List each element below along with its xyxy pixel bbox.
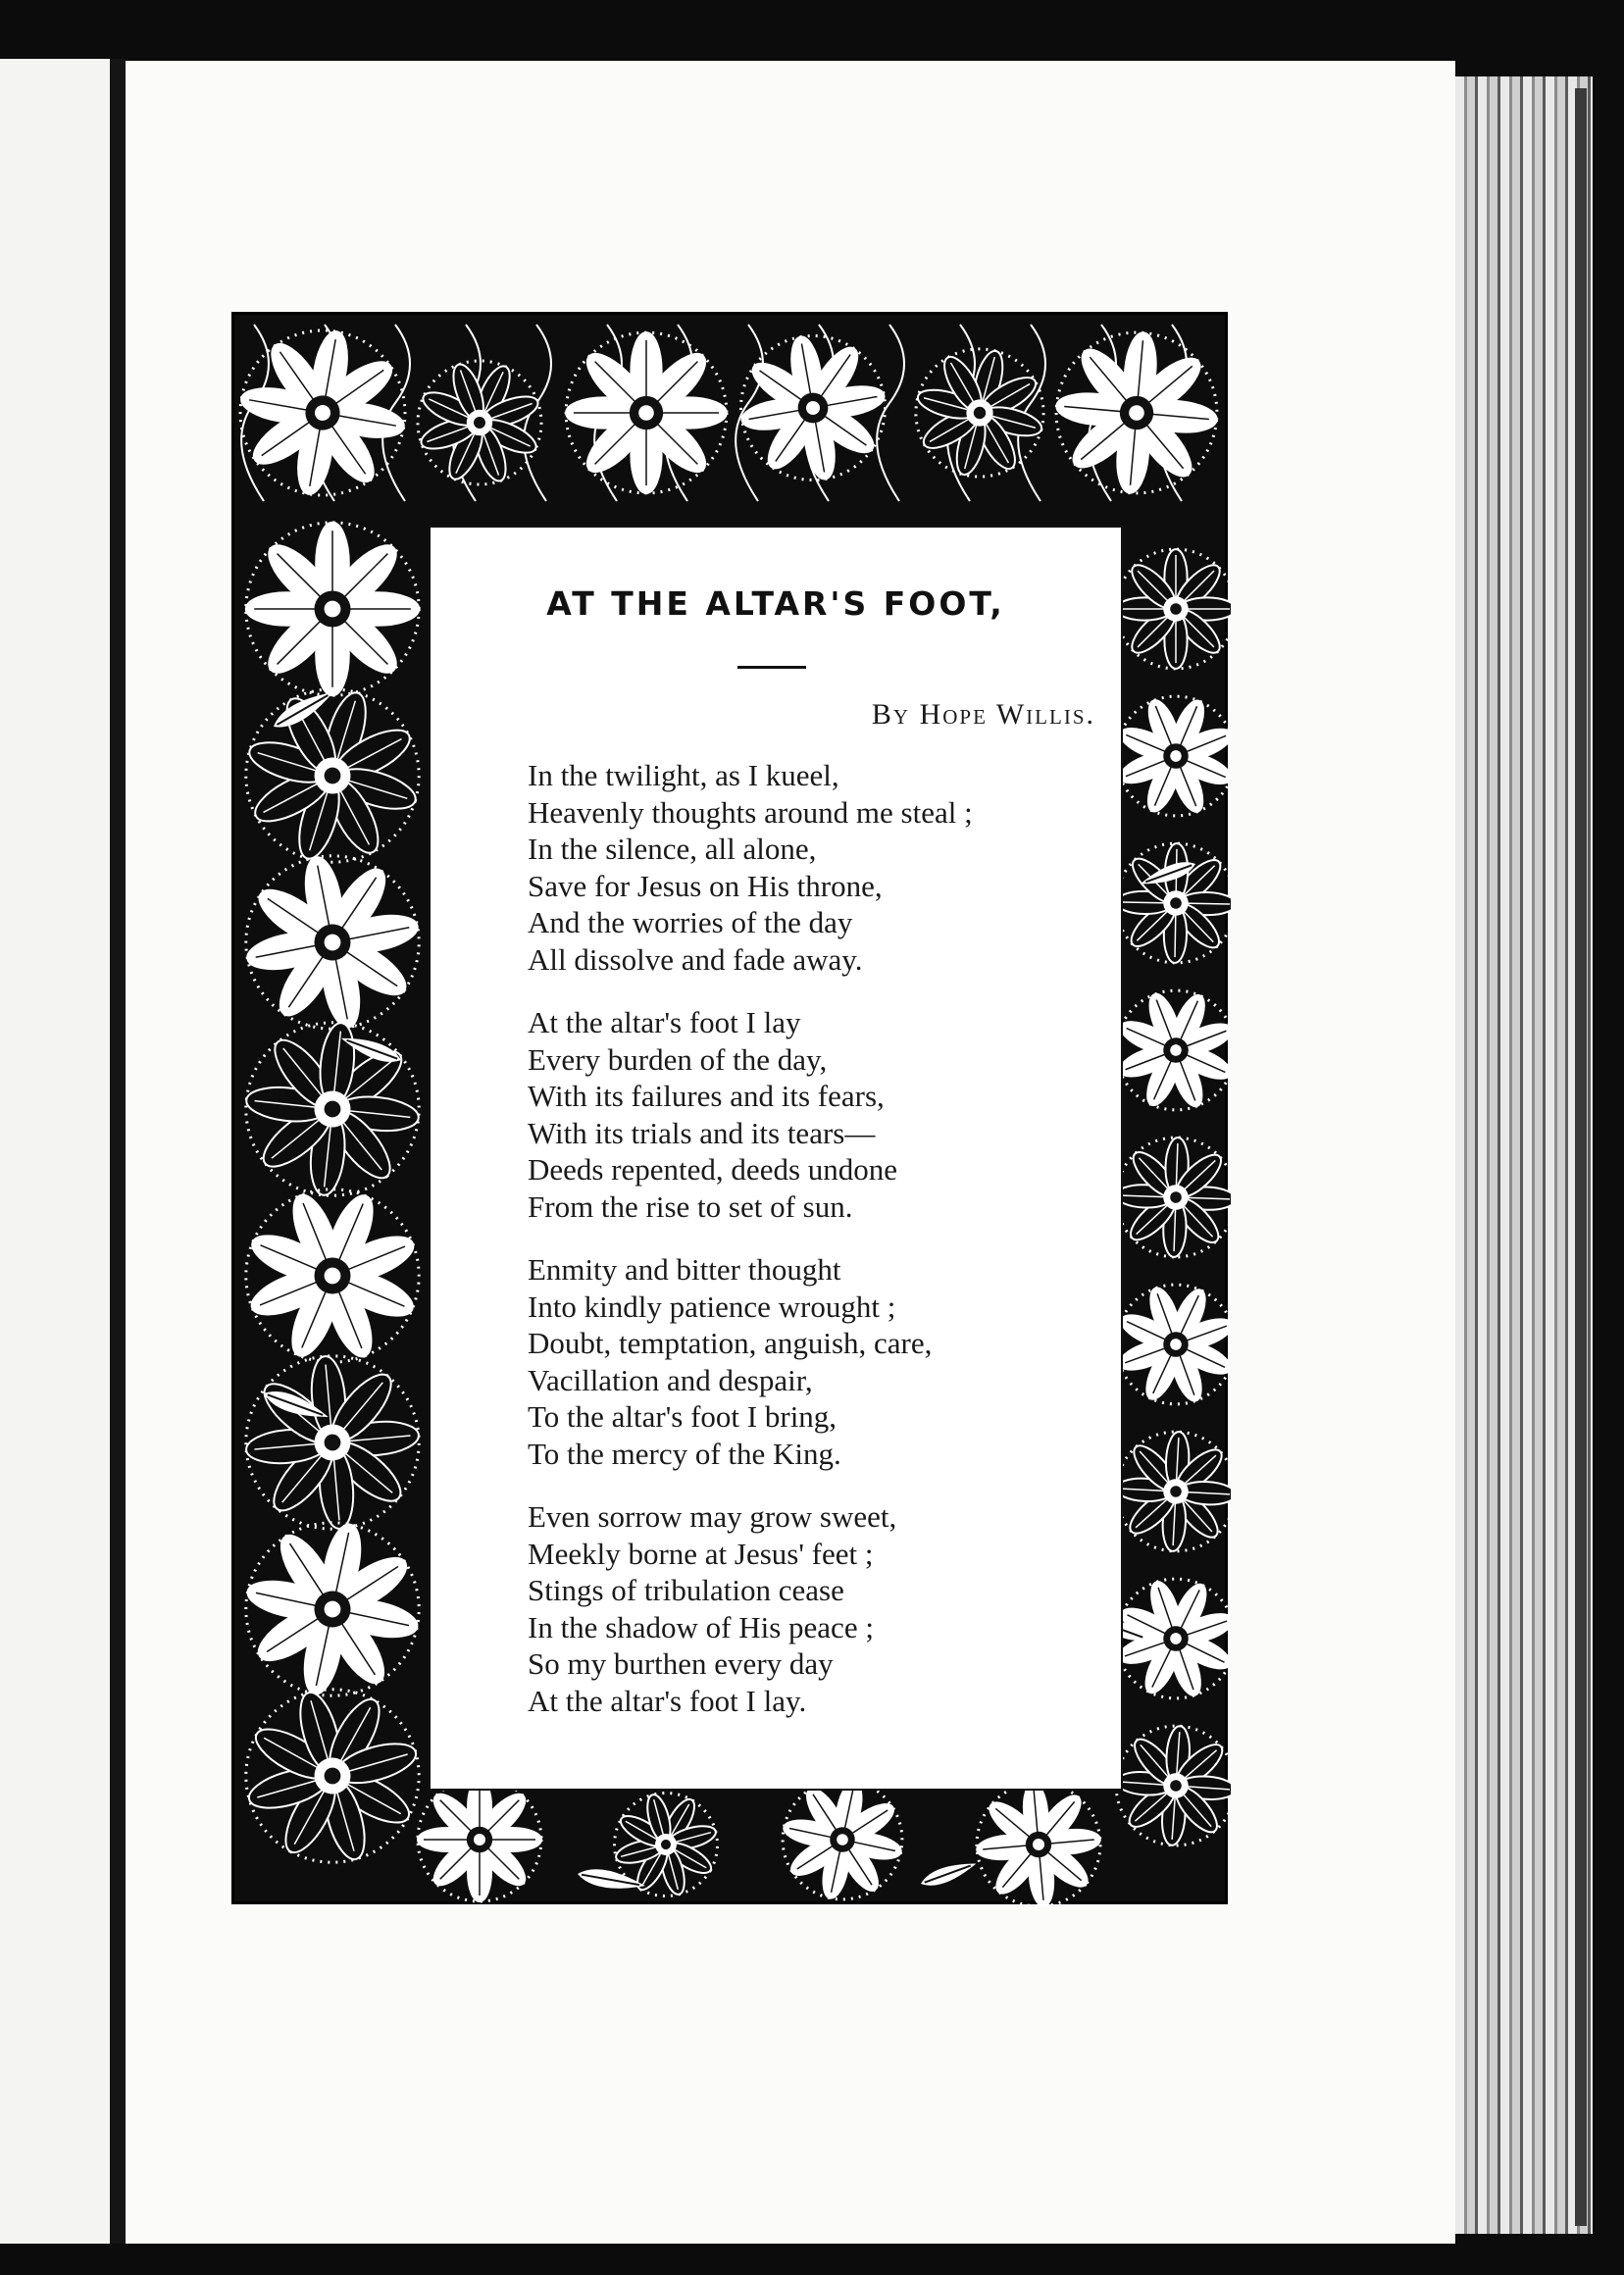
poem-line: So my burthen every day — [528, 1646, 834, 1681]
passion-flower — [234, 1506, 435, 1711]
passion-flower — [1049, 326, 1223, 499]
passion-flower — [234, 1658, 450, 1894]
passion-flower — [418, 1778, 541, 1901]
poem-line: With its trials and its tears— — [528, 1115, 876, 1150]
vine-tendril — [877, 325, 904, 501]
stanza-1 — [528, 757, 973, 978]
poem-line: All dissolve and fade away. — [528, 941, 863, 977]
poem-line: Meekly borne at Jesus' feet ; — [528, 1536, 874, 1571]
poem-line: At the altar's foot I lay — [528, 1005, 801, 1039]
poem-line: Save for Jesus on His throne, — [528, 868, 883, 903]
poem-line: With its failures and its fears, — [528, 1079, 885, 1113]
passion-flower — [234, 668, 440, 884]
stanza-3 — [528, 1251, 932, 1472]
book-gutter — [110, 59, 126, 2244]
stanza-2 — [528, 1004, 897, 1225]
passion-flower — [234, 1163, 445, 1389]
poem-line: Deeds repented, deeds undone — [528, 1152, 898, 1187]
passion-flower — [1116, 549, 1231, 669]
passion-flower — [246, 523, 419, 695]
poem-line: Vacillation and despair, — [528, 1362, 813, 1397]
poem-line: From the rise to set of sun. — [528, 1188, 853, 1224]
stanza-4 — [528, 1498, 896, 1719]
poem-line: Enmity and bitter thought — [528, 1252, 841, 1287]
poem-line: To the mercy of the King. — [528, 1436, 841, 1471]
ornament-leaf — [918, 1856, 979, 1891]
poem-title: AT THE ALTAR'S FOOT, — [546, 584, 1005, 623]
page-stack-shadow — [1575, 88, 1587, 2226]
poem-line: And the worries of the day — [528, 905, 853, 939]
passion-flower — [234, 318, 418, 509]
passion-flower — [566, 332, 727, 493]
poem-line: Heavenly thoughts around me steal ; — [528, 794, 973, 830]
poem-line: At the altar's foot I lay. — [528, 1683, 807, 1718]
title-rule — [737, 666, 806, 669]
poem-line: In the twilight, as I kueel, — [528, 758, 839, 792]
passion-flower — [901, 334, 1057, 490]
poem-line: To the altar's foot I bring, — [528, 1399, 837, 1434]
poem-byline: By Hope Willis. — [871, 698, 1095, 731]
page-stack-edges — [1455, 76, 1593, 2234]
passion-flower — [238, 1348, 426, 1536]
poem-line: In the shadow of His peace ; — [528, 1609, 874, 1644]
passion-flower — [1112, 1722, 1231, 1849]
poem-line: In the silence, all alone, — [528, 832, 817, 866]
passion-flower — [1114, 1136, 1231, 1259]
poem-line: Doubt, temptation, anguish, care, — [528, 1326, 933, 1360]
poem-line: Stings of tribulation cease — [528, 1573, 844, 1607]
poem-line: Even sorrow may grow sweet, — [528, 1499, 897, 1534]
passion-flower — [234, 987, 454, 1231]
left-page-edge — [0, 59, 110, 2244]
ornament-leaf — [576, 1865, 646, 1894]
poem-line: Into kindly patience wrought ; — [528, 1289, 896, 1324]
poem-line: Every burden of the day, — [528, 1041, 828, 1077]
